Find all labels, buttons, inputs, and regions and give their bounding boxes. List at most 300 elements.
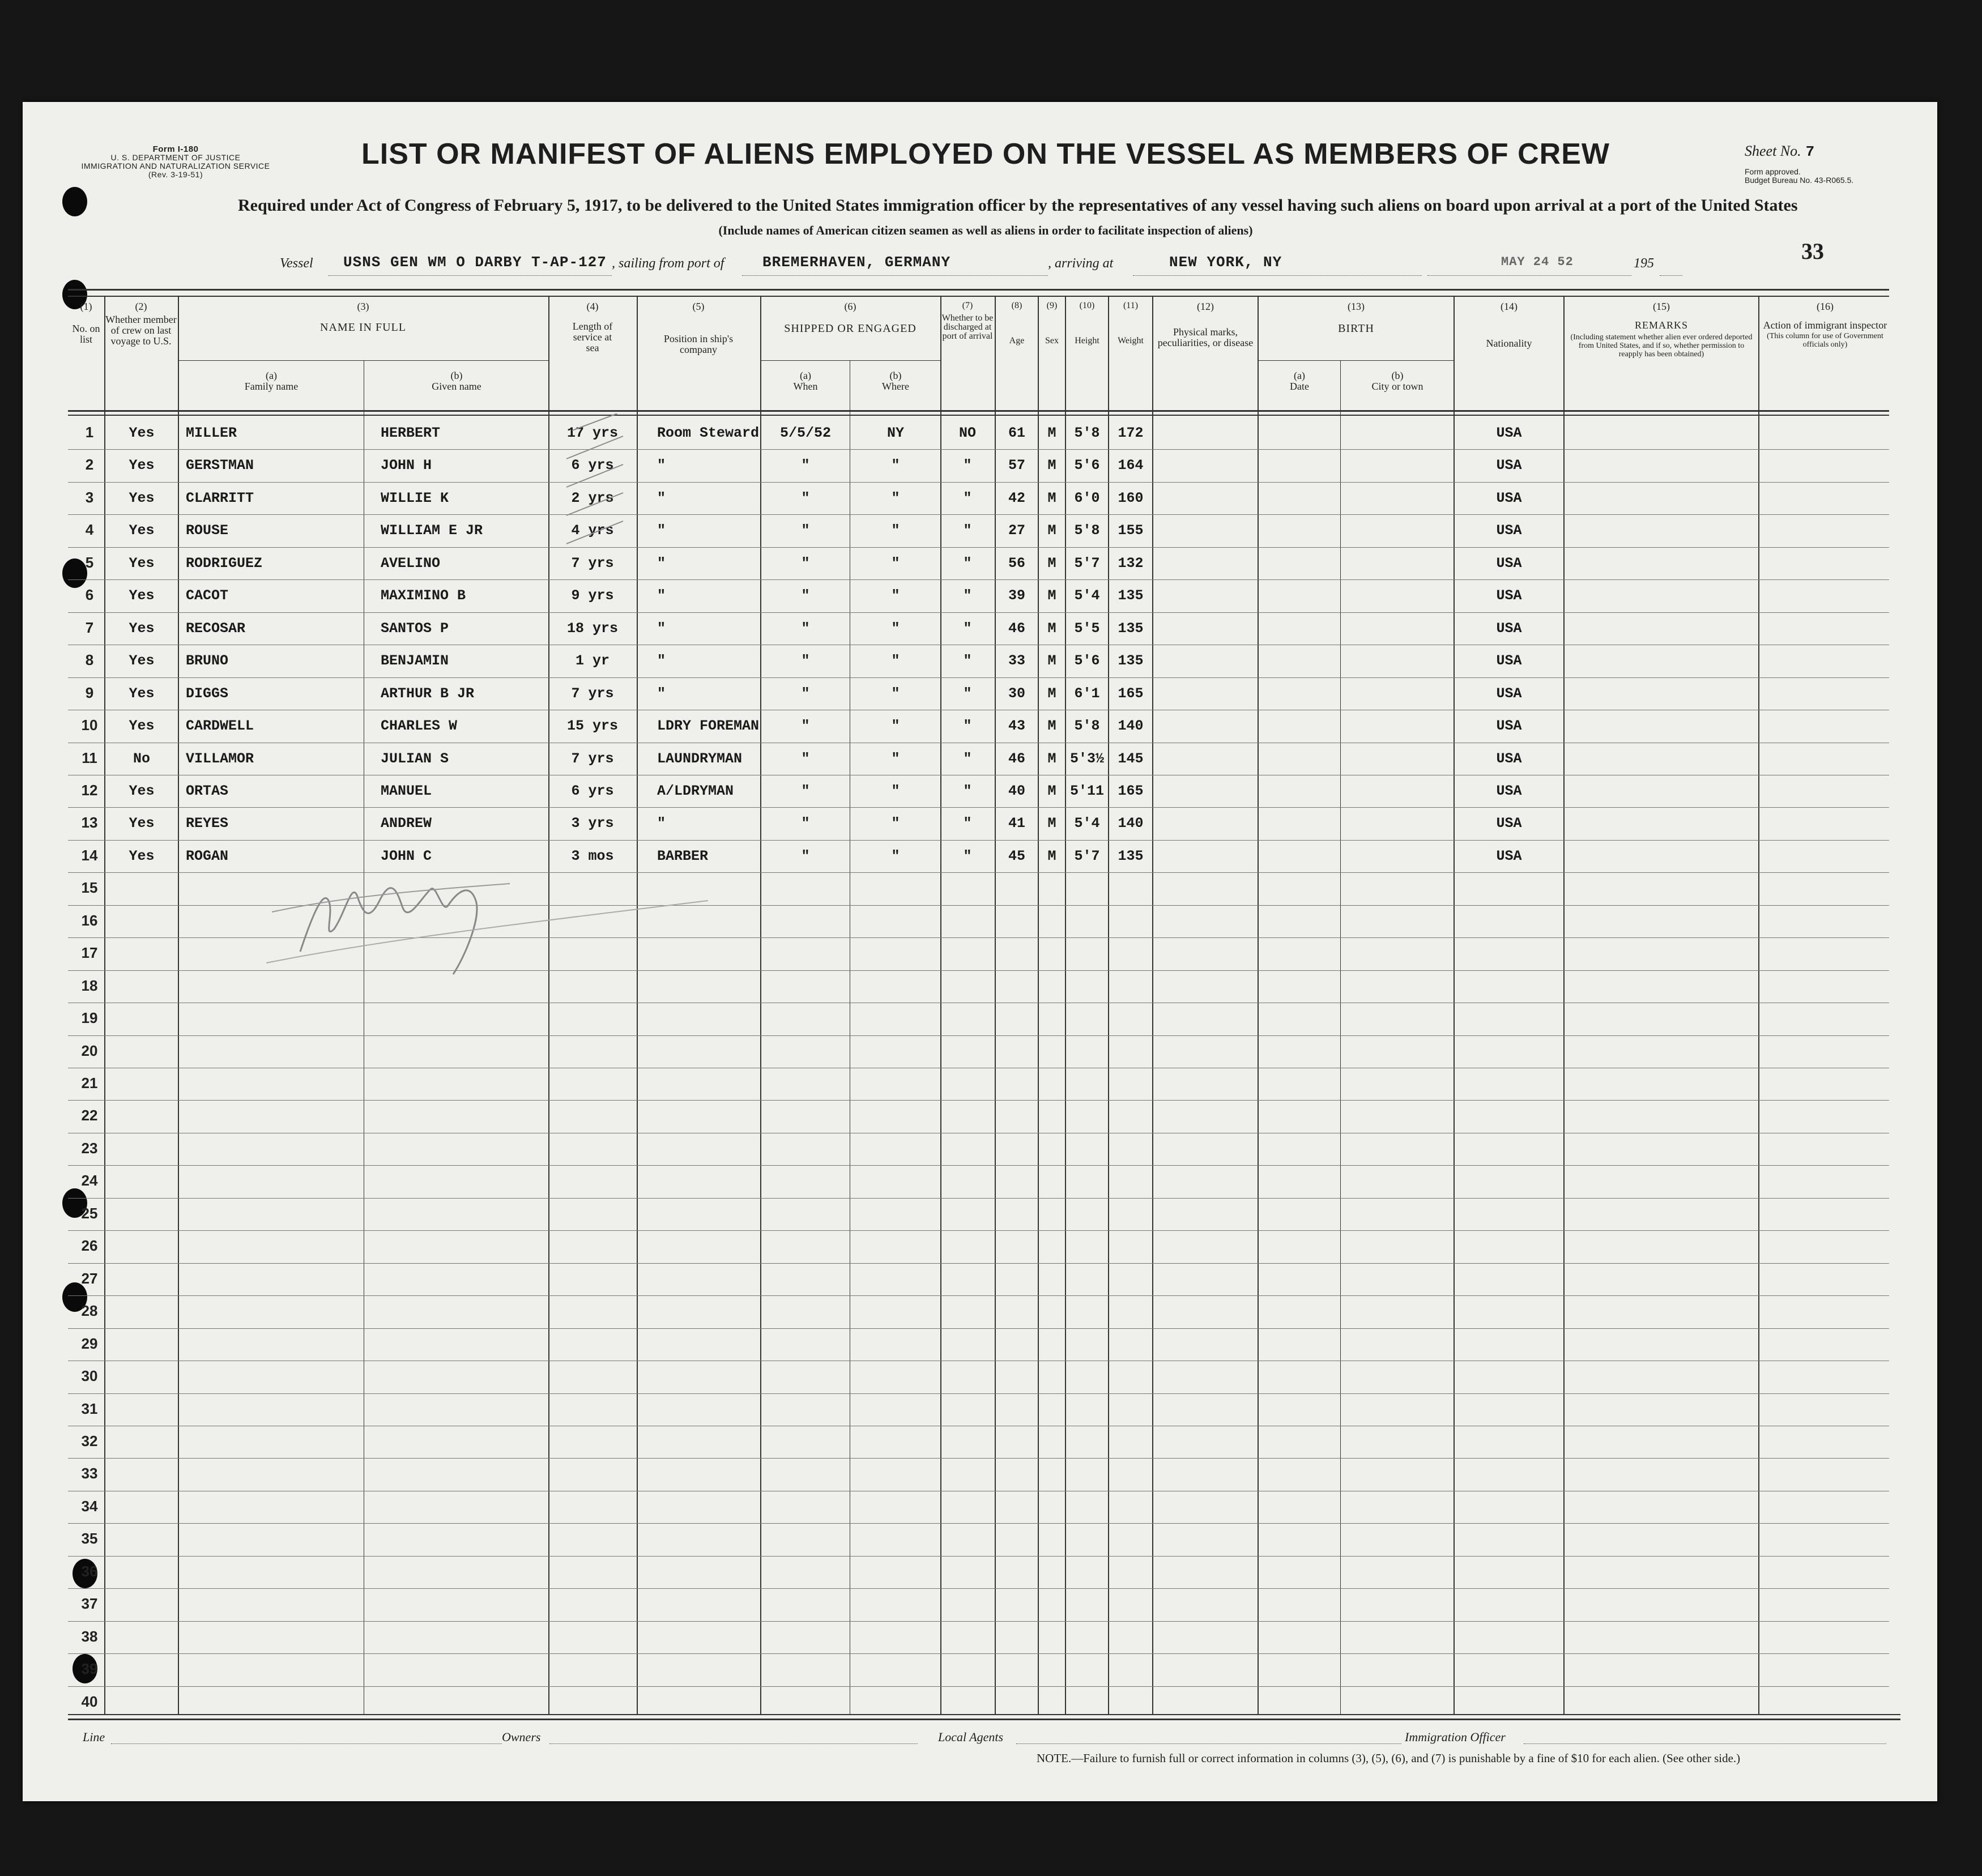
cell-length: 17 yrs [566,425,618,441]
cell-age: 30 [1008,685,1025,702]
header-col13b [1341,370,1454,392]
cell-where: " [891,587,900,604]
cell-where: " [891,489,900,506]
cell-when: " [801,750,810,767]
cell-family: RODRIGUEZ [186,555,263,572]
cell-height: 5'3½ [1069,750,1104,767]
cell-length: 1 yr [575,653,609,670]
cell-where: " [891,555,900,572]
header-col10-num: (10) [1079,301,1095,310]
cell-discharged: " [963,782,972,799]
cell-discharged: " [963,685,972,702]
cell-position: " [657,489,666,506]
header-col8 [996,301,1038,346]
header-col6b-text: Where [882,381,909,392]
header-col8-num: (8) [1011,301,1022,310]
header-col5-text: Position in ship's company [663,333,734,355]
header-col15-sub: (Including statement whether alien ever ordered deported from United States, and if so, whether permission to reapply has been obtained) [1570,333,1753,359]
row-number: 31 [81,1400,98,1417]
cell-last: Yes [129,620,155,637]
cell-last: Yes [129,489,155,506]
cell-discharged: " [963,750,972,767]
cell-given: JOHN H [381,457,432,474]
header-col13b-text: City or town [1371,381,1423,392]
header-col6 [761,301,939,334]
cell-height: 5'6 [1074,653,1100,670]
cell-position: " [657,457,666,474]
header-col15-text: REMARKS [1634,319,1689,331]
header-col2-text: Whether member of crew on last voyage to U.S. [105,314,177,347]
include-statement: (Include names of American citizen seamen as well as aliens in order to facilitate inspection of aliens) [718,223,1253,237]
cell-when: " [801,782,810,799]
header-col11-text: Weight [1118,336,1144,346]
cell-discharged: " [963,815,972,832]
year-label: 195 [1634,256,1654,271]
footer-owners-label: Owners [502,1730,541,1744]
header-col4 [549,301,636,353]
cell-position: " [657,522,666,539]
cell-family: ORTAS [186,782,229,799]
header-col10 [1066,301,1108,346]
cell-discharged: " [963,522,972,539]
cell-sex: M [1047,653,1056,670]
cell-discharged: " [963,718,972,735]
cell-when: " [801,847,810,864]
cell-sex: M [1047,750,1056,767]
cell-when: " [801,555,810,572]
cell-discharged: " [963,653,972,670]
cell-length: 3 yrs [571,815,614,832]
stamped-number: 33 [1801,238,1824,264]
cell-given: JOHN C [381,847,432,864]
cell-length: 6 yrs [571,457,614,474]
cell-position: LDRY FOREMAN [657,718,760,735]
header-col9 [1039,301,1065,346]
cell-last: Yes [129,685,155,702]
cell-nationality: USA [1496,815,1522,832]
cell-weight: 165 [1118,782,1144,799]
approval-line-1: Form approved. [1745,167,1801,176]
sheet-number [1745,143,1814,160]
row-number: 34 [81,1497,98,1515]
row-number: 38 [81,1627,98,1645]
cell-nationality: USA [1496,685,1522,702]
cell-when: " [801,718,810,735]
header-col6b-num: (b) [889,370,902,381]
cell-age: 27 [1008,522,1025,539]
header-col6b [851,370,940,392]
cell-nationality: USA [1496,522,1522,539]
cell-when: " [801,685,810,702]
row-number: 1 [85,424,94,441]
header-col3a-num: (a) [266,370,277,381]
cell-last: Yes [129,457,155,474]
cell-weight: 135 [1118,653,1144,670]
tally-marks [555,413,640,561]
footer-officer-label: Immigration Officer [1405,1730,1506,1744]
header-col1 [68,301,104,345]
approval-line-2: Budget Bureau No. 43-R065.5. [1745,176,1854,185]
cell-nationality: USA [1496,718,1522,735]
header-col4-text: Length of service at sea [572,321,613,353]
header-col13 [1259,301,1454,334]
cell-weight: 165 [1118,685,1144,702]
approval-note [1745,168,1853,185]
cell-when: " [801,815,810,832]
cell-nationality: USA [1496,457,1522,474]
cell-given: MAXIMINO B [381,587,466,604]
cell-length: 7 yrs [571,750,614,767]
cell-position: " [657,587,666,604]
header-col1-num: (1) [80,301,92,312]
row-number: 3 [85,488,94,506]
cell-height: 5'8 [1074,425,1100,441]
cell-sex: M [1047,815,1056,832]
cell-where: " [891,782,900,799]
cell-length: 9 yrs [571,587,614,604]
vessel-label: Vessel [280,256,313,271]
cell-where: " [891,815,900,832]
cell-nationality: USA [1496,653,1522,670]
row-number: 23 [81,1139,98,1157]
date-stamp: MAY 24 52 [1501,255,1574,269]
row-number: 12 [81,781,98,799]
cell-where: " [891,718,900,735]
cell-weight: 135 [1118,847,1144,864]
cell-position: " [657,620,666,637]
row-number: 37 [81,1595,98,1613]
cell-length: 6 yrs [571,782,614,799]
row-number: 4 [85,521,94,539]
header-col13-num: (13) [1348,301,1365,312]
sailing-label: , sailing from port of [612,256,724,271]
page-title: LIST OR MANIFEST OF ALIENS EMPLOYED ON THE VESSEL AS MEMBERS OF CREW [361,138,1610,170]
cell-last: Yes [129,815,155,832]
row-number: 6 [85,586,94,604]
row-number: 22 [81,1107,98,1124]
header-col3b [365,370,548,392]
header-col9-text: Sex [1045,336,1059,346]
cell-where: " [891,620,900,637]
cell-nationality: USA [1496,489,1522,506]
header-col2-num: (2) [135,301,147,312]
punch-hole [62,187,87,216]
form-number: Form I-180 [152,144,199,154]
signature-scribble [266,816,719,986]
cell-length: 4 yrs [571,522,614,539]
cell-age: 43 [1008,718,1025,735]
cell-position: " [657,815,666,832]
header-col5 [638,301,759,355]
row-number: 5 [85,553,94,571]
cell-height: 5'7 [1074,847,1100,864]
cell-height: 5'7 [1074,555,1100,572]
cell-nationality: USA [1496,555,1522,572]
header-col6a-num: (a) [800,370,811,381]
cell-discharged: " [963,489,972,506]
cell-height: 5'4 [1074,587,1100,604]
header-col15-num: (15) [1653,301,1670,312]
cell-family: ROUSE [186,522,229,539]
row-number: 26 [81,1237,98,1255]
row-number: 13 [81,814,98,832]
cell-sex: M [1047,587,1056,604]
cell-when: " [801,489,810,506]
cell-height: 5'5 [1074,620,1100,637]
header-col11-num: (11) [1123,301,1139,310]
header-col3a-text: Family name [244,381,299,392]
header-col13a-text: Date [1290,381,1309,392]
cell-given: ARTHUR B JR [381,685,475,702]
cell-weight: 135 [1118,620,1144,637]
row-number: 28 [81,1302,98,1320]
row-number: 14 [81,846,98,864]
cell-length: 2 yrs [571,489,614,506]
cell-last: Yes [129,718,155,735]
cell-length: 7 yrs [571,685,614,702]
header-col1-text: No. on list [72,323,100,345]
cell-family: DIGGS [186,685,229,702]
cell-height: 6'0 [1074,489,1100,506]
row-number: 7 [85,619,94,636]
requirement-statement: Required under Act of Congress of February 5, 1917, to be delivered to the United States immigration officer by the representatives of any vessel having such aliens on board upon arrival at a port of the United States [238,196,1798,215]
row-number: 21 [81,1075,98,1092]
cell-height: 5'6 [1074,457,1100,474]
row-number: 36 [81,1562,98,1580]
cell-length: 7 yrs [571,555,614,572]
cell-position: " [657,555,666,572]
cell-position: " [657,685,666,702]
footer-note: NOTE.—Failure to furnish full or correct information in columns (3), (5), (6), and (7) is punishable by a fine of $10 for each alien. (See other side.) [1037,1751,1741,1765]
arriving-label: , arriving at [1048,256,1114,271]
cell-position: " [657,653,666,670]
footer-agents-label: Local Agents [938,1730,1004,1744]
header-col16-sub: (This column for use of Government officials only) [1767,332,1883,349]
row-number: 17 [81,944,98,962]
row-number: 25 [81,1204,98,1222]
cell-position: Room Steward [657,425,760,441]
cell-given: WILLIAM E JR [381,522,483,539]
cell-last: Yes [129,425,155,441]
cell-family: VILLAMOR [186,750,254,767]
row-number: 33 [81,1465,98,1482]
cell-age: 39 [1008,587,1025,604]
header-col6a [761,370,850,392]
header-col13-text: BIRTH [1338,322,1374,335]
header-col16-num: (16) [1817,301,1834,312]
cell-weight: 145 [1118,750,1144,767]
cell-discharged: " [963,587,972,604]
header-col13a-num: (a) [1294,370,1305,381]
row-number: 8 [85,651,94,669]
cell-nationality: USA [1496,782,1522,799]
header-col15 [1565,301,1758,359]
cell-age: 42 [1008,489,1025,506]
header-col3 [179,301,547,333]
cell-sex: M [1047,457,1056,474]
cell-given: JULIAN S [381,750,449,767]
cell-weight: 172 [1118,425,1144,441]
cell-discharged: NO [958,425,976,441]
header-col6-num: (6) [844,301,856,312]
cell-family: CARDWELL [186,718,254,735]
cell-age: 46 [1008,750,1025,767]
cell-sex: M [1047,425,1056,441]
cell-where: " [891,685,900,702]
cell-age: 46 [1008,620,1025,637]
header-col11 [1109,301,1152,346]
cell-sex: M [1047,620,1056,637]
cell-nationality: USA [1496,425,1522,441]
cell-sex: M [1047,718,1056,735]
cell-where: " [891,750,900,767]
cell-family: BRUNO [186,653,229,670]
footer-line-label: Line [83,1730,105,1744]
header-col3b-text: Given name [432,381,481,392]
cell-given: ANDREW [381,815,432,832]
header-col3-text: NAME IN FULL [320,321,406,334]
cell-height: 5'8 [1074,522,1100,539]
cell-when: " [801,587,810,604]
cell-where: " [891,847,900,864]
cell-length: 18 yrs [566,620,618,637]
cell-sex: M [1047,522,1056,539]
header-col3b-num: (b) [450,370,463,381]
header-col12-text: Physical marks, peculiarities, or disease [1157,326,1254,348]
cell-nationality: USA [1496,587,1522,604]
cell-age: 45 [1008,847,1025,864]
cell-family: RECOSAR [186,620,246,637]
cell-position: LAUNDRYMAN [657,750,743,767]
cell-weight: 164 [1118,457,1144,474]
cell-family: ROGAN [186,847,229,864]
form-service: IMMIGRATION AND NATURALIZATION SERVICE [81,161,270,170]
row-number: 11 [82,749,97,766]
cell-when: " [801,620,810,637]
cell-last: Yes [129,782,155,799]
cell-position: BARBER [657,847,709,864]
cell-where: " [891,522,900,539]
cell-family: CLARRITT [186,489,254,506]
cell-last: Yes [129,587,155,604]
row-number: 27 [81,1269,98,1287]
row-number: 20 [81,1042,98,1059]
header-col12 [1153,301,1258,348]
cell-where: " [891,653,900,670]
cell-length: 3 mos [571,847,614,864]
form-identification [74,145,278,179]
cell-weight: 140 [1118,815,1144,832]
cell-weight: 155 [1118,522,1144,539]
cell-discharged: " [963,847,972,864]
cell-height: 6'1 [1074,685,1100,702]
cell-where: " [891,457,900,474]
cell-weight: 132 [1118,555,1144,572]
header-col13b-num: (b) [1391,370,1404,381]
row-number: 30 [81,1367,98,1385]
cell-given: WILLIE K [381,489,449,506]
header-col6-text: SHIPPED OR ENGAGED [784,322,917,335]
cell-nationality: USA [1496,620,1522,637]
cell-given: SANTOS P [381,620,449,637]
row-number: 39 [81,1660,98,1678]
cell-sex: M [1047,847,1056,864]
cell-discharged: " [963,457,972,474]
cell-length: 15 yrs [566,718,618,735]
cell-given: AVELINO [381,555,441,572]
header-col7-text: Whether to be discharged at port of arrival [941,313,994,341]
sheet-value: 7 [1805,143,1815,160]
cell-age: 40 [1008,782,1025,799]
cell-age: 56 [1008,555,1025,572]
header-col14 [1455,301,1563,349]
cell-sex: M [1047,685,1056,702]
cell-family: GERSTMAN [186,457,254,474]
header-col9-num: (9) [1046,301,1058,310]
cell-last: No [133,750,150,767]
vessel-name: USNS GEN WM O DARBY T-AP-127 [343,254,607,271]
cell-last: Yes [129,555,155,572]
cell-given: MANUEL [381,782,432,799]
header-col4-num: (4) [586,301,599,312]
cell-given: HERBERT [381,425,441,441]
arrival-port: NEW YORK, NY [1169,254,1282,271]
cell-age: 33 [1008,653,1025,670]
cell-height: 5'8 [1074,718,1100,735]
header-col7 [941,301,994,341]
header-col16 [1759,301,1891,349]
cell-discharged: " [963,620,972,637]
cell-where: NY [886,425,904,441]
row-number: 2 [85,456,94,474]
cell-family: MILLER [186,425,237,441]
cell-position: A/LDRYMAN [657,782,734,799]
cell-when: " [801,457,810,474]
form-revision: (Rev. 3-19-51) [148,170,203,179]
header-col3a [179,370,364,392]
cell-given: CHARLES W [381,718,458,735]
cell-age: 57 [1008,457,1025,474]
header-col16-text: Action of immigrant inspector [1763,319,1887,331]
row-number: 9 [85,684,94,701]
cell-family: CACOT [186,587,229,604]
header-col8-text: Age [1009,336,1025,346]
sheet-label: Sheet No. [1745,143,1801,159]
cell-nationality: USA [1496,847,1522,864]
row-number: 19 [81,1009,98,1027]
cell-when: " [801,653,810,670]
cell-sex: M [1047,555,1056,572]
cell-sex: M [1047,489,1056,506]
cell-when: " [801,522,810,539]
cell-last: Yes [129,522,155,539]
cell-when: 5/5/52 [779,425,831,441]
row-number: 10 [81,717,98,734]
row-number: 29 [81,1334,98,1352]
row-number: 32 [81,1432,98,1449]
header-col7-num: (7) [962,301,973,310]
cell-height: 5'11 [1069,782,1104,799]
cell-family: REYES [186,815,229,832]
cell-discharged: " [963,555,972,572]
row-number: 16 [81,911,98,929]
cell-age: 61 [1008,425,1025,441]
row-number: 35 [81,1530,98,1547]
cell-age: 41 [1008,815,1025,832]
row-number: 24 [81,1172,98,1189]
header-col13a [1259,370,1340,392]
header-col2 [105,301,177,347]
